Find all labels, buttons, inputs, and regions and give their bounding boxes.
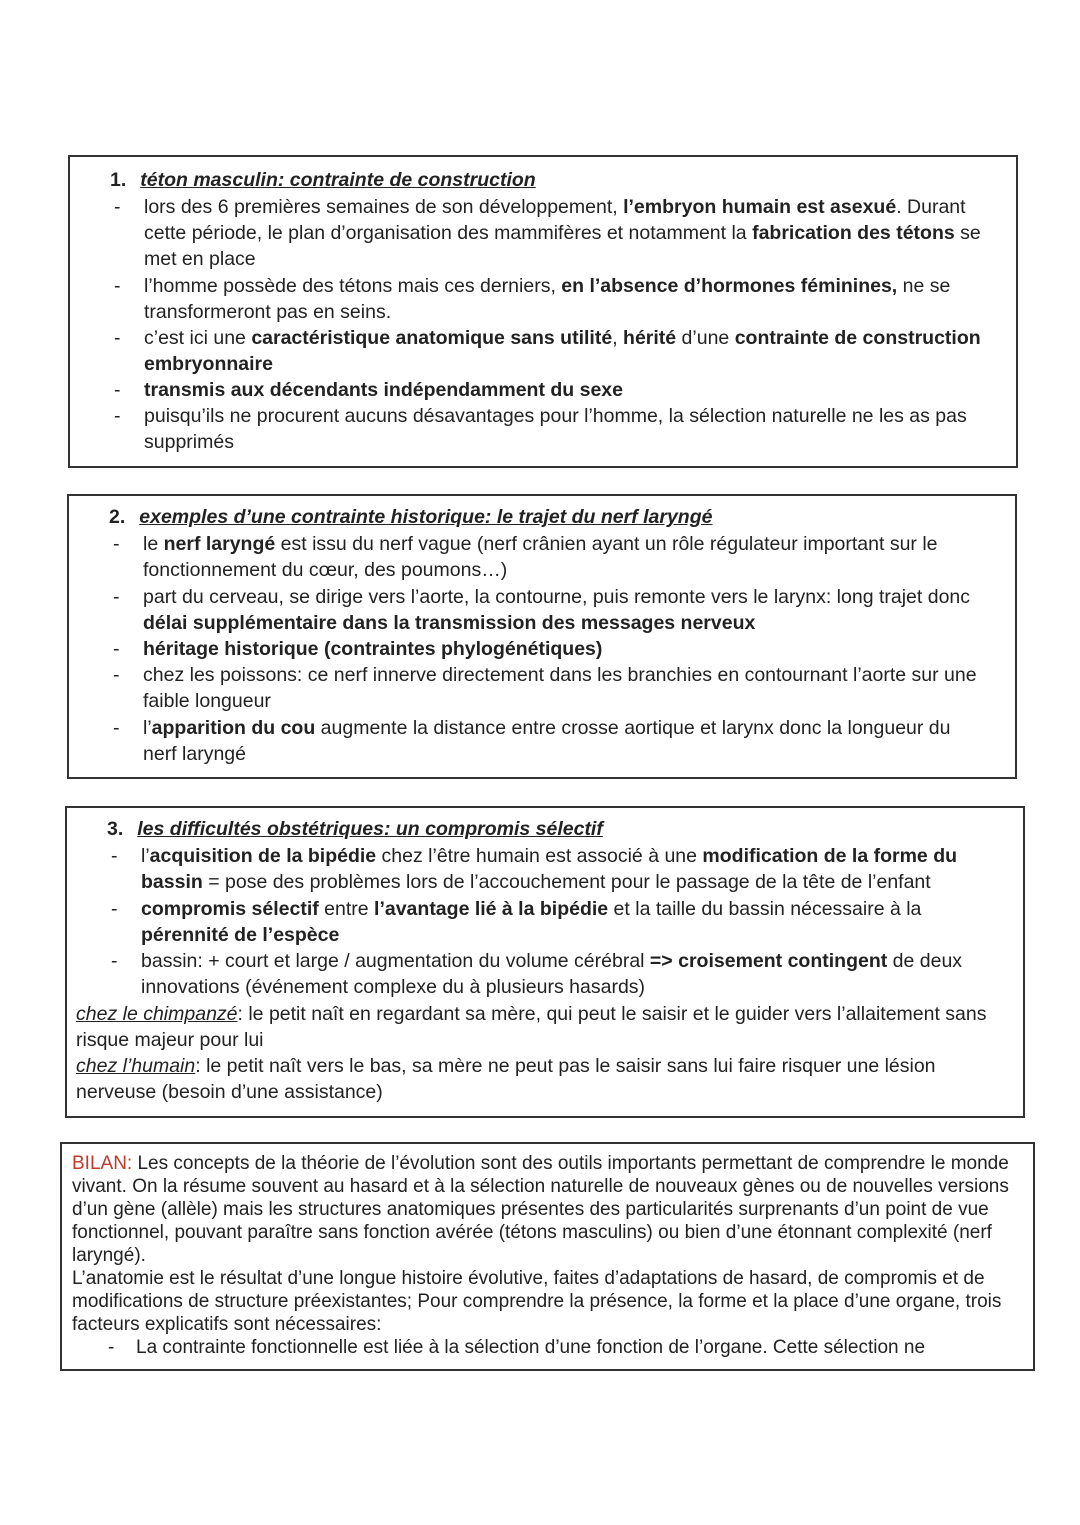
section-title-text: les difficultés obstétriques: un compromis sélectif (137, 818, 603, 840)
s3-bullet-3: bassin: + court et large / augmentation du volume cérébral => croisement contingent de deux (141, 950, 963, 972)
s2-bullet-1-cont: fonctionnement du cœur, des poumons…) (143, 559, 508, 581)
s1-bullet-1-cont: cette période, le plan d’organisation des mammifères et notamment la fabrication des tétons se (144, 222, 981, 244)
section-number: 1. (110, 169, 127, 191)
bullet-dash: - (113, 533, 120, 555)
s2-bullet-4-cont: faible longueur (143, 690, 271, 712)
s1-bullet-5-cont: supprimés (144, 431, 234, 453)
bullet-dash: - (113, 664, 120, 686)
section-2-box (67, 494, 1017, 779)
bullet-dash: - (114, 275, 121, 297)
bullet-dash: - (113, 586, 120, 608)
s3-bullet-2: compromis sélectif entre l’avantage lié à la bipédie et la taille du bassin nécessaire à la (141, 898, 922, 920)
section-number: 3. (107, 818, 124, 840)
bullet-dash: - (114, 405, 121, 427)
s1-bullet-1: lors des 6 premières semaines de son développement, l’embryon humain est asexué. Durant (144, 196, 966, 218)
s1-bullet-2: l’homme possède des tétons mais ces derniers, en l’absence d’hormones féminines, ne se (144, 275, 951, 297)
bullet-dash: - (114, 196, 121, 218)
s2-bullet-2-cont: délai supplémentaire dans la transmission des messages nerveux (143, 612, 756, 634)
s3-bullet-1-cont: bassin = pose des problèmes lors de l’accouchement pour le passage de la tête de l’enfant (141, 871, 931, 893)
s2-bullet-5-cont: nerf laryngé (143, 743, 246, 765)
bilan-paragraph-1: BILAN: Les concepts de la théorie de l’évolution sont des outils importants permettant de comprendre le monde vivant. On la résume souvent au hasard et à la sélection naturelle de nouveaux gènes ou de nouvelles versions d’un gène (allèle) mais les structures anatomiques présentes des particularités surprenants d’un point de vue fonctionnel, pouvant paraître sans fonction avérée (tétons masculins) ou bien d’une étonnant complexité (nerf laryngé). (72, 1153, 1009, 1266)
s3-bullet-1: l’acquisition de la bipédie chez l’être humain est associé à une modification de la forme du (141, 845, 958, 867)
bilan-paragraph-2: L’anatomie est le résultat d’une longue histoire évolutive, faites d’adaptations de hasard, de compromis et de modifications de structure préexistantes; Pour comprendre la présence, la forme et la place d’une organe, trois facteurs explicatifs sont nécessaires: (72, 1268, 1002, 1335)
s1-bullet-5: puisqu’ils ne procurent aucuns désavantages pour l’homme, la sélection naturelle ne les as pas (144, 405, 967, 427)
section-2-title (109, 506, 712, 529)
bilan-text (72, 1152, 1021, 1359)
bullet-dash: - (113, 638, 120, 660)
s3-bullet-3-cont: innovations (événement complexe du à plusieurs hasards) (141, 976, 646, 998)
bullet-dash: - (111, 950, 118, 972)
bilan-box (60, 1142, 1035, 1371)
section-1-box (68, 155, 1018, 468)
chimpanzee-paragraph-cont: risque majeur pour lui (76, 1029, 264, 1051)
bullet-dash: - (111, 845, 118, 867)
s2-bullet-3: héritage historique (contraintes phylogénétiques) (143, 638, 603, 660)
s2-bullet-1: le nerf laryngé est issu du nerf vague (nerf crânien ayant un rôle régulateur important sur le (143, 533, 938, 555)
bilan-bullet-1: - La contrainte fonctionnelle est liée à la sélection d’une fonction de l’organe. Cette sélection ne (108, 1337, 926, 1358)
section-number: 2. (109, 506, 126, 528)
section-title-text: téton masculin: contrainte de construction (140, 169, 536, 191)
s2-bullet-4: chez les poissons: ce nerf innerve directement dans les branchies en contournant l’aorte sur une (143, 664, 977, 686)
bullet-dash: - (113, 717, 120, 739)
section-3-title (107, 818, 603, 841)
bullet-dash: - (114, 379, 121, 401)
s3-bullet-2-cont: pérennité de l’espèce (141, 924, 340, 946)
bullet-dash: - (114, 327, 121, 349)
s2-bullet-5: l’apparition du cou augmente la distance entre crosse aortique et larynx donc la longueur du (143, 717, 951, 739)
human-paragraph-cont: nerveuse (besoin d’une assistance) (76, 1081, 383, 1103)
section-title-text: exemples d’une contrainte historique: le trajet du nerf laryngé (139, 506, 713, 528)
s1-bullet-4: transmis aux décendants indépendamment du sexe (144, 379, 623, 401)
s2-bullet-2: part du cerveau, se dirige vers l’aorte, la contourne, puis remonte vers le larynx: long trajet donc (143, 586, 971, 608)
chimpanzee-paragraph: chez le chimpanzé: le petit naît en regardant sa mère, qui peut le saisir et le guider vers l’allaitement sans (76, 1003, 987, 1025)
s1-bullet-2-cont: transformeront pas en seins. (144, 301, 392, 323)
s1-bullet-3-cont: embryonnaire (144, 353, 273, 375)
section-3-box (65, 806, 1025, 1118)
section-1-title (110, 169, 536, 192)
bilan-label: BILAN: (72, 1153, 133, 1174)
bullet-dash: - (111, 898, 118, 920)
s1-bullet-1-cont2: met en place (144, 248, 256, 270)
s1-bullet-3: c’est ici une caractéristique anatomique sans utilité, hérité d’une contrainte de construction (144, 327, 981, 349)
human-paragraph: chez l’humain: le petit naît vers le bas, sa mère ne peut pas le saisir sans lui faire risquer une lésion (76, 1055, 936, 1077)
